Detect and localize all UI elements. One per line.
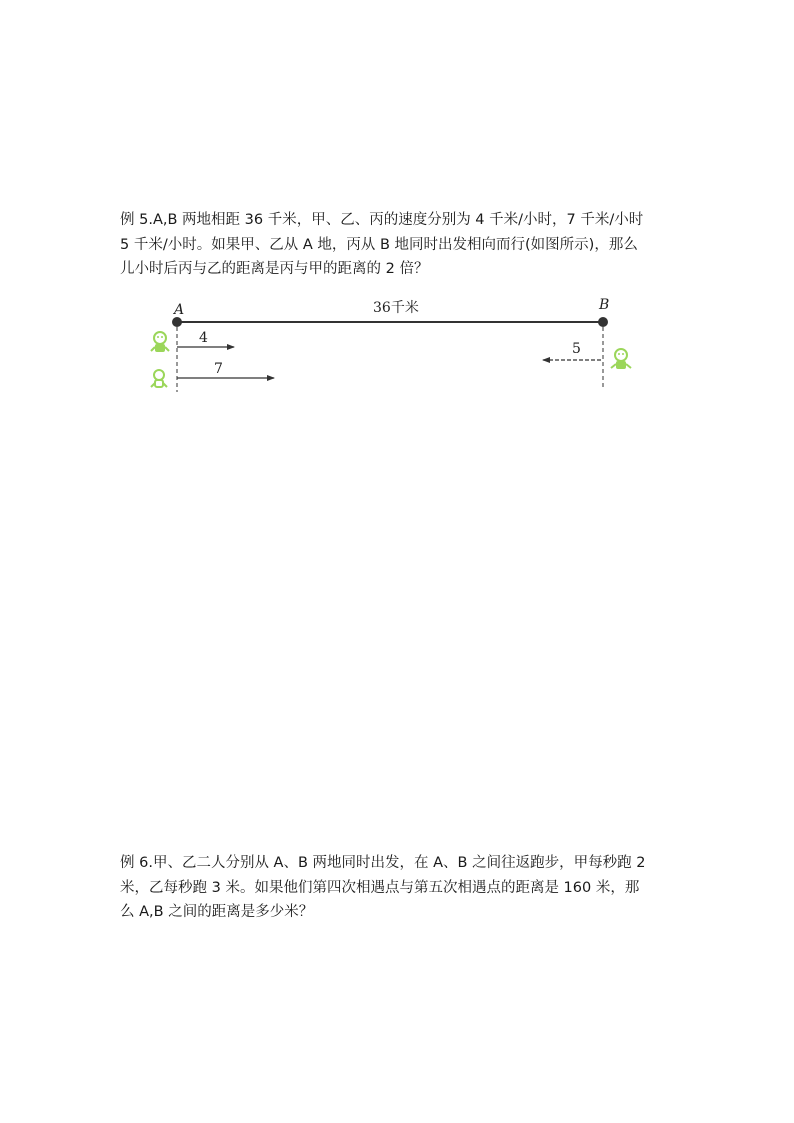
- yi-speed-label: 7: [214, 361, 223, 377]
- bing-speed-label: 5: [572, 341, 581, 357]
- example-5-line-2: 5 千米/小时。如果甲、乙从 A 地，丙从 B 地同时出发相向而行(如图所示)，那么: [120, 236, 638, 253]
- runner-jia-icon: [151, 332, 169, 352]
- example-6-line-1: 例 6.甲、乙二人分别从 A、B 两地同时出发，在 A、B 之间往返跑步，甲每秒跑 2: [120, 855, 646, 871]
- point-b-dot: [598, 317, 608, 327]
- example-5-line-3: 儿小时后丙与乙的距离是丙与甲的距离的 2 倍？: [120, 261, 429, 277]
- example-6-text: [120, 851, 646, 925]
- point-a-label: A: [174, 302, 185, 318]
- distance-diagram: [140, 290, 650, 400]
- example-5-line-1: 例 5.A,B 两地相距 36 千米，甲、乙、丙的速度分别为 4 千米/小时，7 千米/小时: [120, 212, 644, 228]
- runner-bing-icon: [611, 349, 631, 369]
- point-a-dot: [172, 317, 182, 327]
- example-6-line-2: 米，乙每秒跑 3 米。如果他们第四次相遇点与第五次相遇点的距离是 160 米，那: [120, 879, 640, 896]
- example-5-text: [120, 208, 644, 282]
- runner-yi-icon: [151, 370, 167, 387]
- example-6-line-3: 么 A,B 之间的距离是多少米？: [120, 904, 314, 920]
- point-b-label: B: [599, 297, 610, 313]
- distance-label: 36千米: [373, 300, 419, 316]
- jia-speed-label: 4: [199, 330, 208, 346]
